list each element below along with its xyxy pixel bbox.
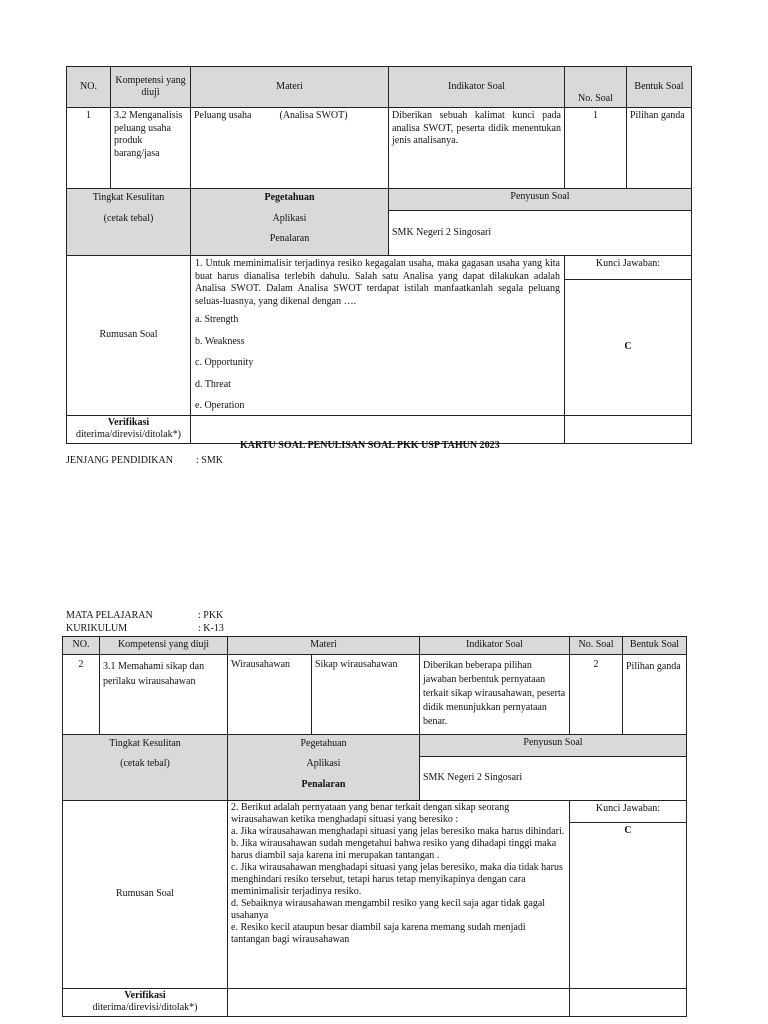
kurikulum-value: : K-13	[198, 623, 224, 634]
level-aplikasi: Aplikasi	[306, 758, 341, 769]
level-pengetahuan: Pegetahuan	[300, 737, 347, 749]
level-penalaran: Penalaran	[269, 233, 310, 244]
level-aplikasi: Aplikasi	[272, 212, 307, 224]
header-no-soal: No. Soal	[565, 67, 627, 108]
option-a: a. Jika wirausahawan menghadapi situasi yang jelas beresiko maka harus dihindari.	[231, 825, 565, 837]
question-card-1	[66, 66, 692, 444]
tingkat-levels-cell	[191, 189, 389, 256]
rumusan-label: Rumusan Soal	[67, 256, 191, 416]
row-indikator: Diberikan sebuah kalimat kunci pada analisa SWOT, peserta didik menentukan jenis analisanya.	[389, 108, 565, 189]
row-materi-b: Sikap wirausahawan	[312, 654, 420, 734]
verifikasi-label: Verifikasi	[107, 416, 150, 428]
verifikasi-empty	[191, 415, 565, 443]
header-bentuk-soal: Bentuk Soal	[627, 67, 692, 108]
verifikasi-cell	[67, 415, 191, 443]
kunci-label: Kunci Jawaban:	[565, 256, 692, 280]
header-no: NO.	[67, 67, 111, 108]
kunci-value: C	[570, 822, 687, 988]
penyusun-value: SMK Negeri 2 Singosari	[389, 211, 692, 256]
kurikulum-label: KURIKULUM	[66, 623, 128, 634]
option-a: a. Strength	[195, 314, 239, 325]
level-penalaran: Penalaran	[301, 778, 346, 790]
level-pengetahuan: Pegetahuan	[264, 192, 315, 203]
header-indikator: Indikator Soal	[420, 637, 570, 655]
tingkat-sub: (cetak tebal)	[120, 758, 170, 769]
verifikasi-empty-2	[570, 988, 687, 1016]
row-bentuk-soal: Pilihan ganda	[623, 654, 687, 734]
header-materi: Materi	[191, 67, 389, 108]
row-no-soal: 2	[570, 654, 623, 734]
option-e: e. Operation	[195, 400, 245, 411]
tingkat-label: Tingkat Kesulitan	[109, 737, 181, 749]
option-d: d. Sebaiknya wirausahawan mengambil resiko yang kecil saja agar tidak gagal usahanya	[231, 897, 546, 921]
tingkat-kesulitan-cell	[67, 189, 191, 256]
option-d: d. Threat	[195, 378, 231, 390]
row-indikator: Diberikan beberapa pilihan jawaban berbentuk pernyataan terkait sikap wirausahawan, peserta didik menunjukkan pernyataan benar.	[420, 654, 570, 734]
header-kompetensi: Kompetensi yang diuji	[100, 637, 228, 655]
row-materi-a: Wirausahawan	[228, 654, 312, 734]
tingkat-levels-cell	[228, 734, 420, 800]
verifikasi-cell	[63, 988, 228, 1016]
verifikasi-sub: diterima/direvisi/ditolak*)	[76, 429, 181, 440]
header-no-soal: No. Soal	[570, 637, 623, 655]
header-indikator: Indikator Soal	[389, 67, 565, 108]
document-title: KARTU SOAL PENULISAN SOAL PKK USP TAHUN 2023	[240, 440, 500, 451]
header-kompetensi: Kompetensi yang diuji	[111, 67, 191, 108]
penyusun-label: Penyusun Soal	[389, 189, 692, 211]
option-e: e. Resiko kecil ataupun besar diambil saja karena memang sudah menjadi tantangan bagi wirausahawan	[231, 921, 526, 945]
rumusan-label: Rumusan Soal	[63, 800, 228, 988]
rumusan-content	[191, 256, 565, 416]
question-text: 2. Berikut adalah pernyataan yang benar terkait dengan sikap seorang wirausahawan ketika menghadapi situasi yang beresiko :	[231, 801, 510, 825]
mapel-value: : PKK	[198, 610, 224, 621]
kunci-label: Kunci Jawaban:	[570, 800, 687, 822]
mapel-label: MATA PELAJARAN	[66, 610, 153, 621]
rumusan-content	[228, 800, 570, 988]
row-bentuk-soal: Pilihan ganda	[627, 108, 692, 189]
verifikasi-sub: diterima/direvisi/ditolak*)	[92, 1002, 198, 1013]
row-materi-a: Peluang usaha	[191, 108, 277, 189]
row-no-soal: 1	[565, 108, 627, 189]
row-no: 1	[67, 108, 111, 189]
header-no: NO.	[63, 637, 100, 655]
verifikasi-label: Verifikasi	[124, 989, 166, 1001]
header-materi: Materi	[228, 637, 420, 655]
kunci-value: C	[565, 279, 692, 415]
option-c: c. Opportunity	[195, 357, 254, 368]
tingkat-kesulitan-cell	[63, 734, 228, 800]
tingkat-label: Tingkat Kesulitan	[92, 192, 165, 203]
row-no: 2	[63, 654, 100, 734]
tingkat-sub: (cetak tebal)	[103, 212, 154, 224]
jenjang-label: JENJANG PENDIDIKAN	[66, 455, 173, 466]
row-kompetensi: 3.2 Menganalisis peluang usaha produk barang/jasa	[111, 108, 191, 189]
option-c: c. Jika wirausahawan menghadapi situasi yang jelas beresiko, maka dia tidak harus menghindari resiko tersebut, tetapi harus tetap menyikapinya dengan cara meminimalisir terjadinya resiko.	[231, 861, 563, 897]
header-bentuk-soal: Bentuk Soal	[623, 637, 687, 655]
row-materi-b: (Analisa SWOT)	[277, 108, 389, 189]
option-b: b. Weakness	[195, 335, 245, 347]
verifikasi-empty	[228, 988, 570, 1016]
question-text: 1. Untuk meminimalisir terjadinya resiko kegagalan usaha, maka gagasan usaha yang kita buat harus dianalisa terlebih dahulu. Salah satu Analisa yang dapat dilakukan adalah Analisa SWOT. Dalam Analisa SWOT terdapat istilah manfaatkanlah segala peluang seluas-luasnya, yang dikenal dengan ….	[195, 258, 560, 307]
question-card-2	[62, 636, 687, 1017]
penyusun-label: Penyusun Soal	[420, 734, 687, 756]
row-kompetensi: 3.1 Memahami sikap dan perilaku wirausahawan	[100, 654, 228, 734]
jenjang-value: : SMK	[196, 455, 223, 466]
penyusun-value: SMK Negeri 2 Singosari	[420, 756, 687, 800]
verifikasi-empty-2	[565, 415, 692, 443]
option-b: b. Jika wirausahawan sudah mengetahui bahwa resiko yang dihadapi tinggi maka harus diambil saja karena ini merupakan tantangan .	[231, 837, 557, 861]
